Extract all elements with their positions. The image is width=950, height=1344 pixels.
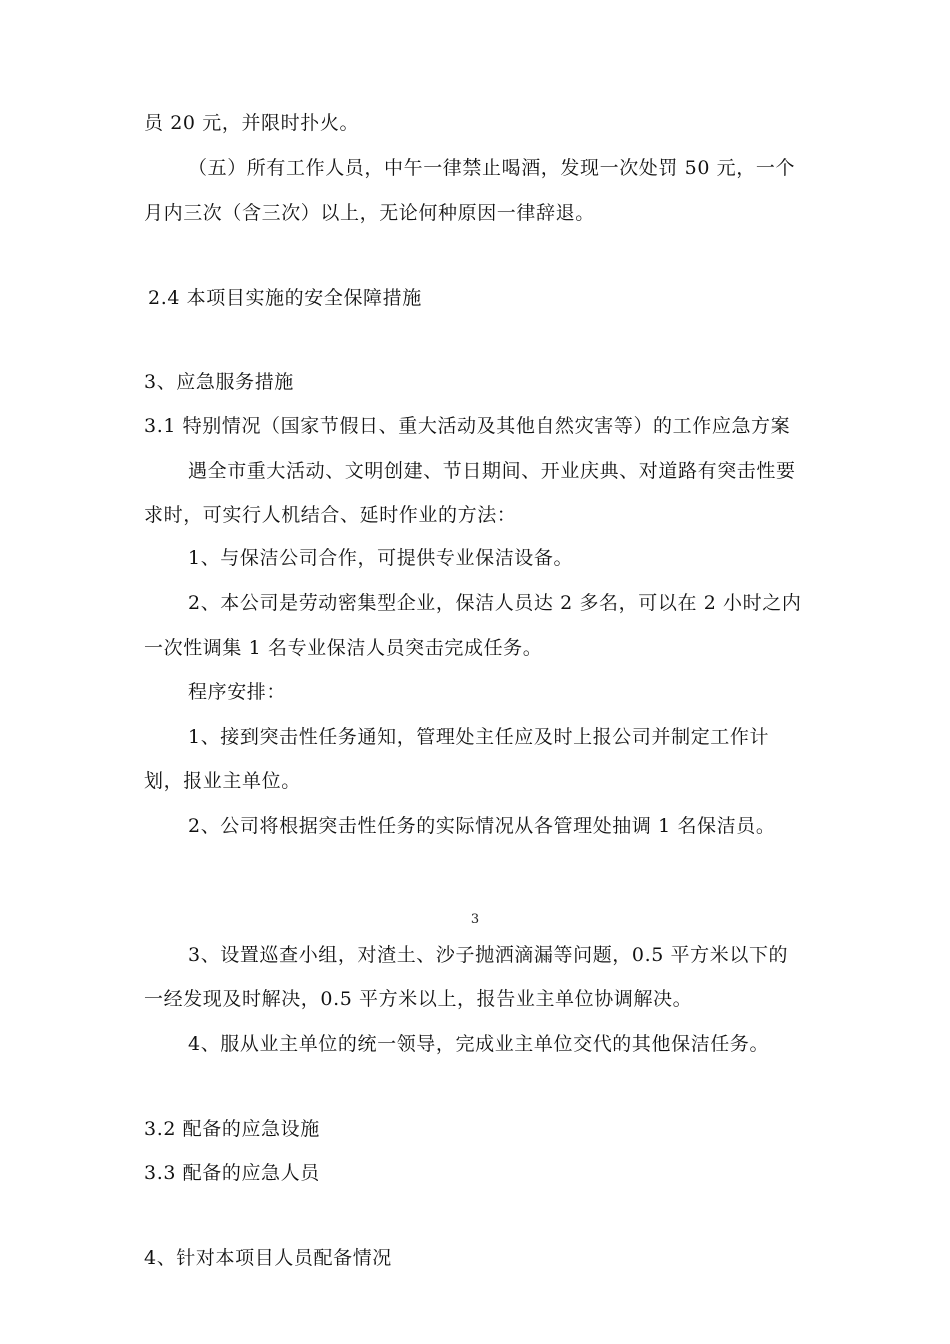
paragraph-line: （五）所有工作人员，中午一律禁止喝酒，发现一次处罚 50 元，一个 <box>188 157 796 179</box>
list-item: 2、本公司是劳动密集型企业，保洁人员达 2 多名，可以在 2 小时之内 <box>188 592 802 614</box>
subsection-heading: 3.1 特别情况（国家节假日、重大活动及其他自然灾害等）的工作应急方案 <box>144 415 791 437</box>
list-item: 1、与保洁公司合作，可提供专业保洁设备。 <box>188 547 574 569</box>
paragraph-line: 遇全市重大活动、文明创建、节日期间、开业庆典、对道路有突击性要 <box>188 460 796 482</box>
paragraph-line: 一次性调集 1 名专业保洁人员突击完成任务。 <box>144 637 543 659</box>
subsection-heading: 3.2 配备的应急设施 <box>144 1118 320 1140</box>
list-item: 2、公司将根据突击性任务的实际情况从各管理处抽调 1 名保洁员。 <box>188 815 776 837</box>
section-heading: 2.4 本项目实施的安全保障措施 <box>148 287 422 309</box>
page-number: 3 <box>470 912 480 927</box>
paragraph-line: 划，报业主单位。 <box>144 770 301 792</box>
list-item: 3、设置巡查小组，对渣土、沙子抛洒滴漏等问题，0.5 平方米以下的 <box>188 944 789 966</box>
list-item: 1、接到突击性任务通知，管理处主任应及时上报公司并制定工作计 <box>188 726 770 748</box>
section-heading: 4、针对本项目人员配备情况 <box>144 1247 392 1269</box>
paragraph-line: 求时，可实行人机结合、延时作业的方法： <box>144 504 517 526</box>
paragraph-line: 员 20 元，并限时扑火。 <box>144 112 360 134</box>
list-item: 4、服从业主单位的统一领导，完成业主单位交代的其他保洁任务。 <box>188 1033 770 1055</box>
section-heading: 3、应急服务措施 <box>144 371 294 393</box>
paragraph-line: 程序安排： <box>188 681 287 703</box>
paragraph-line: 月内三次（含三次）以上，无论何种原因一律辞退。 <box>144 202 595 224</box>
paragraph-line: 一经发现及时解决，0.5 平方米以上，报告业主单位协调解决。 <box>144 988 693 1010</box>
subsection-heading: 3.3 配备的应急人员 <box>144 1162 320 1184</box>
